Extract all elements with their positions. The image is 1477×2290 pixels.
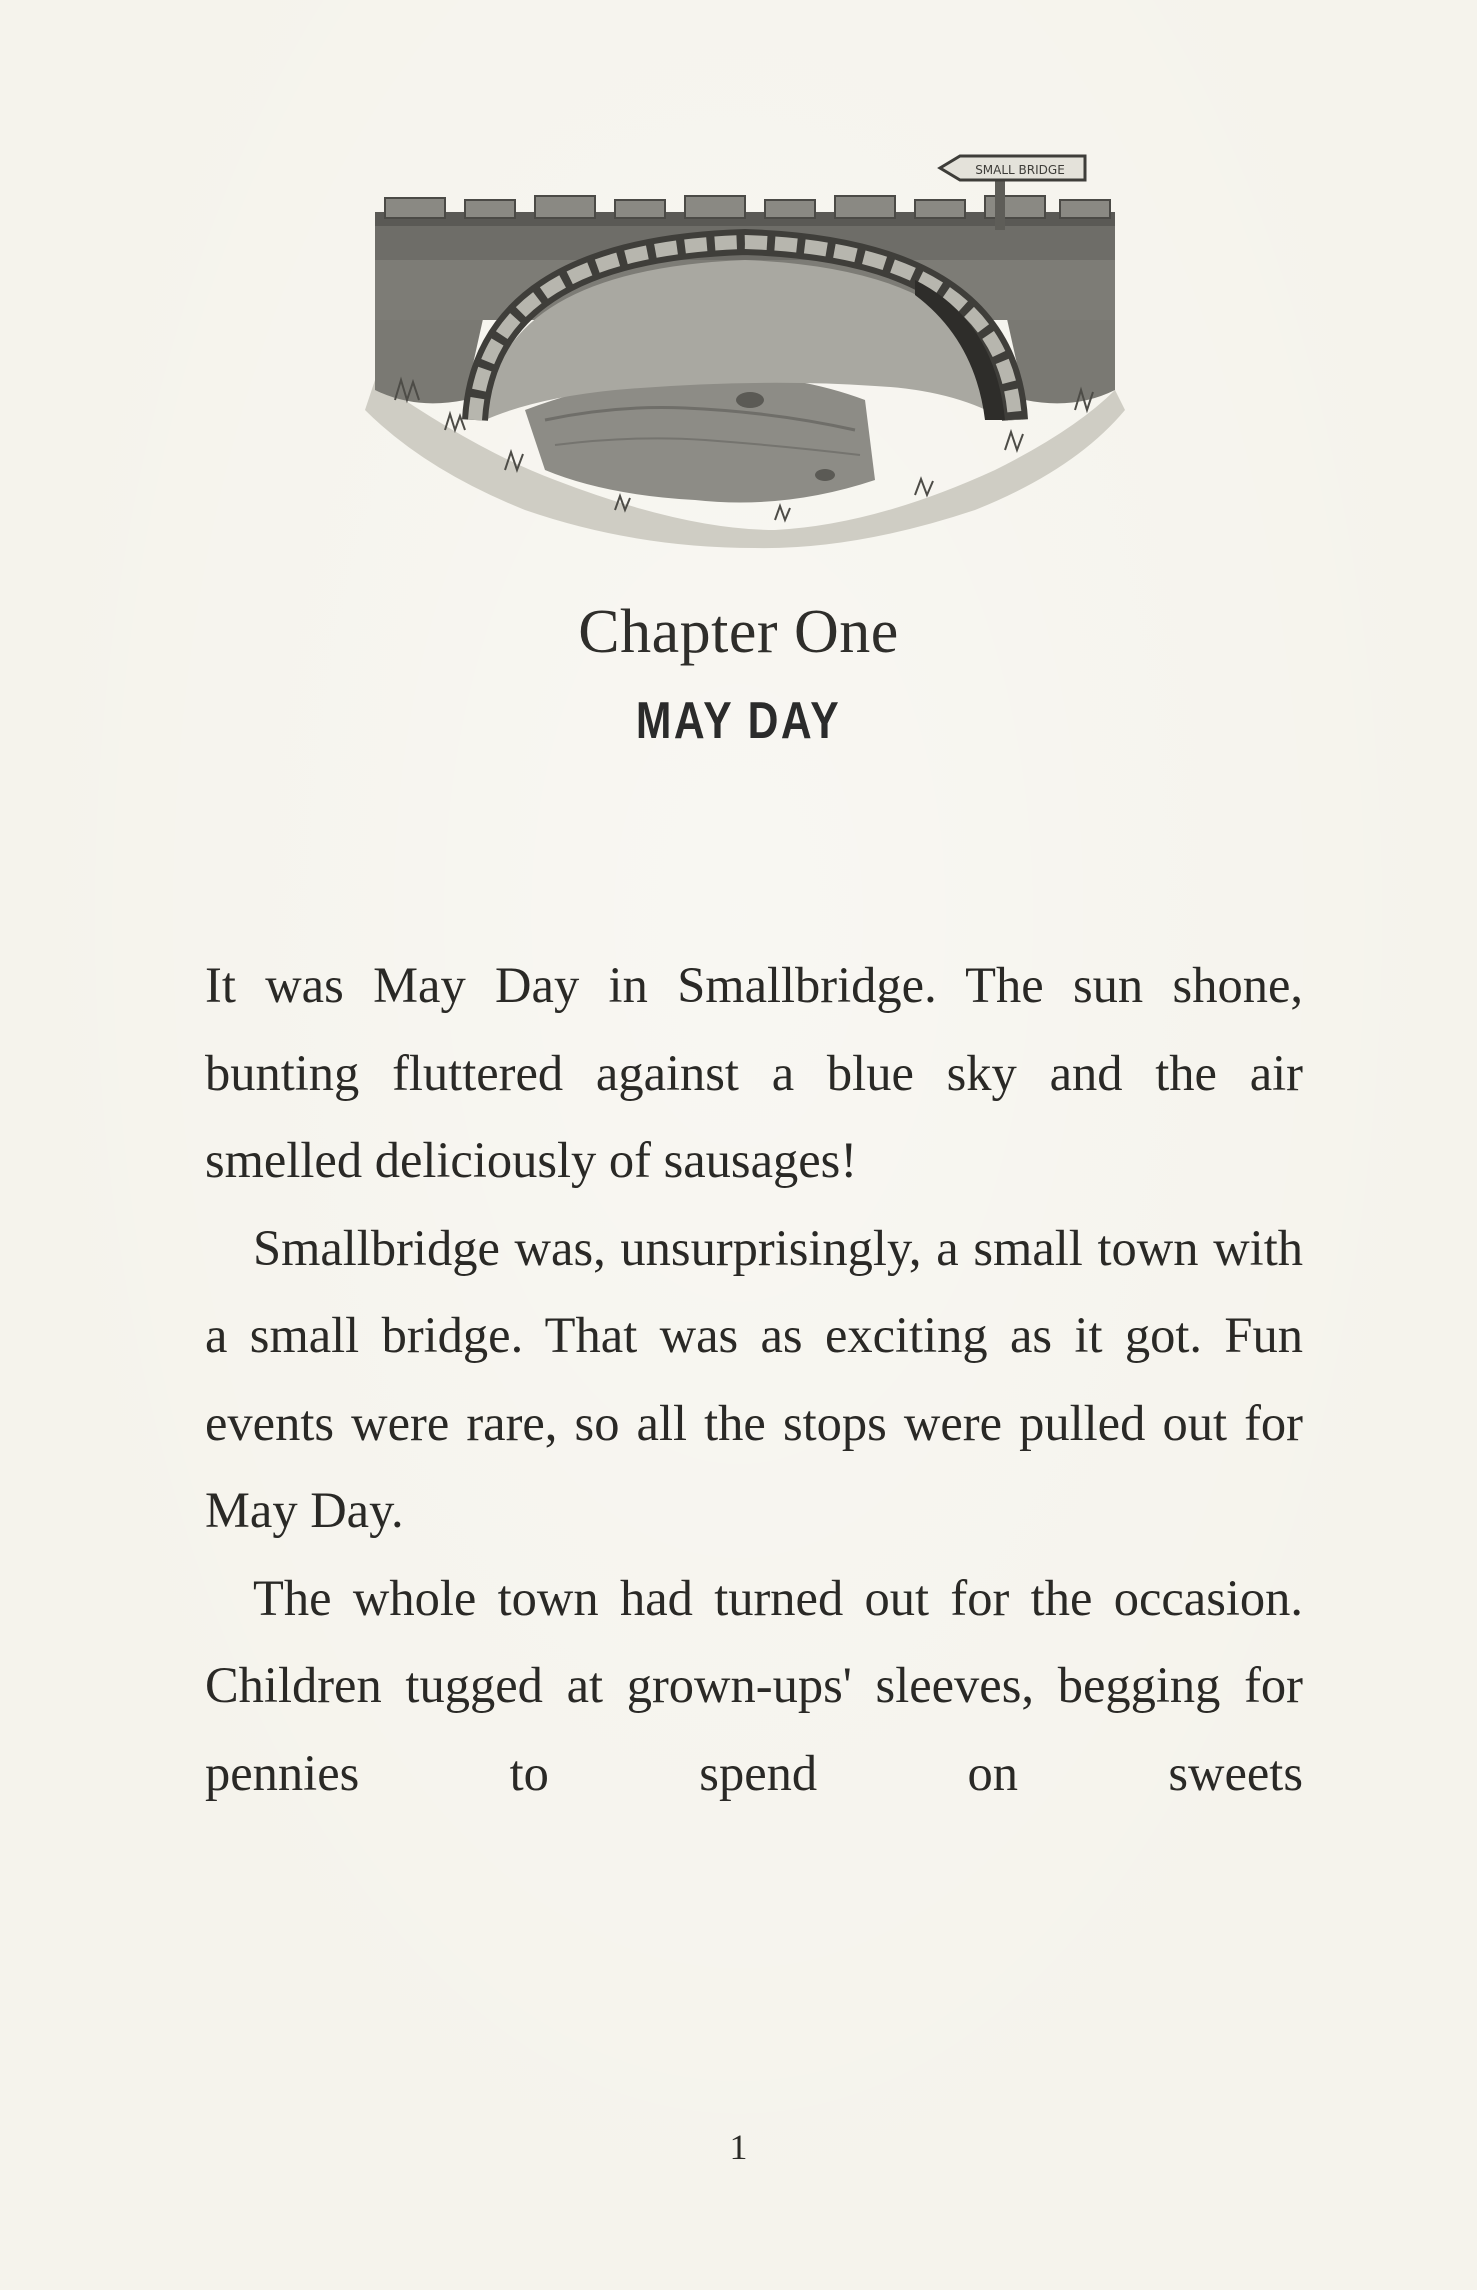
chapter-label: Chapter One xyxy=(578,598,899,666)
chapter-title: MAY DAY xyxy=(635,692,842,750)
bridge-illustration xyxy=(355,150,1135,550)
paragraph-2: Smallbridge was, unsurprisingly, a small town with a small bridge. That was as exciting as it got. Fun events were rare, so all the stops were pulled out for May Day. xyxy=(205,1219,1303,1538)
paragraph-3: The whole town had turned out for the occasion. Children tugged at grown-ups' sleeves, begging for pennies to spend on sweets xyxy=(205,1569,1303,1801)
body-text xyxy=(205,942,1303,1817)
sign-text: SMALL BRIDGE xyxy=(975,163,1065,177)
paragraph-1: It was May Day in Smallbridge. The sun shone, bunting fluttered against a blue sky and the air smelled deliciously of sausages! xyxy=(205,957,1303,1188)
page-number: 1 xyxy=(729,2127,748,2167)
